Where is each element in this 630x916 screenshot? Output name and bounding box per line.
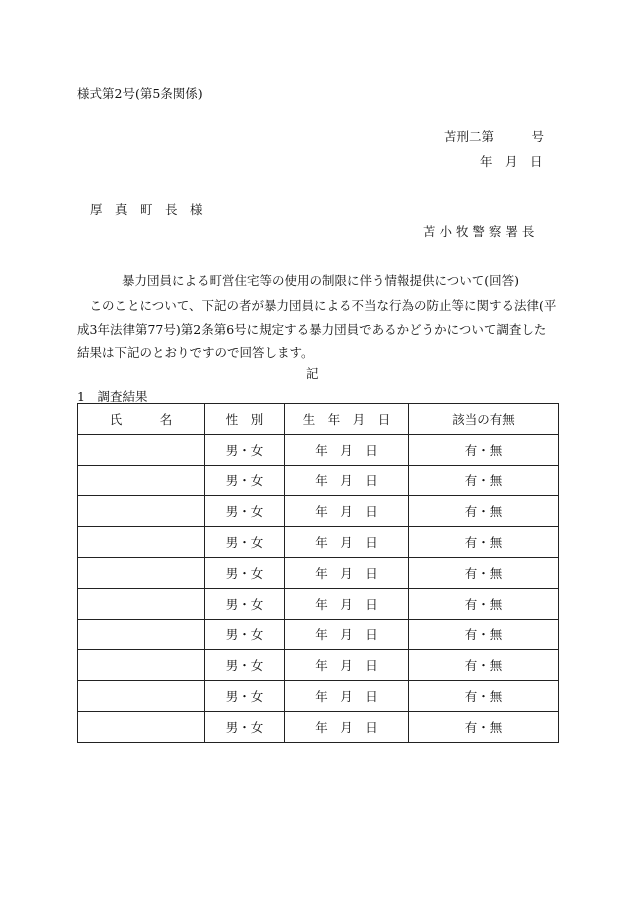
status-cell: 有・無 <box>409 711 559 742</box>
sex-cell: 男・女 <box>205 588 285 619</box>
document-date: 年 月 日 <box>480 154 543 169</box>
status-cell: 有・無 <box>409 681 559 712</box>
birthdate-cell: 年 月 日 <box>285 434 409 465</box>
birthdate-cell: 年 月 日 <box>285 496 409 527</box>
name-cell <box>78 619 205 650</box>
sex-cell: 男・女 <box>205 465 285 496</box>
document-number: 苫刑二第 号 <box>444 129 545 144</box>
form-number: 様式第2号(第5条関係) <box>77 86 203 101</box>
name-cell <box>78 681 205 712</box>
status-cell: 有・無 <box>409 557 559 588</box>
table-row <box>78 588 559 619</box>
birthdate-cell: 年 月 日 <box>285 557 409 588</box>
birthdate-cell: 年 月 日 <box>285 588 409 619</box>
birthdate-cell: 年 月 日 <box>285 465 409 496</box>
name-cell <box>78 496 205 527</box>
birthdate-cell: 年 月 日 <box>285 681 409 712</box>
name-cell <box>78 588 205 619</box>
table-row <box>78 711 559 742</box>
body-text-content: このことについて、下記の者が暴力団員による不当な行為の防止等に関する法律(平成3年法律第77号)第2条第6号に規定する暴力団員であるかどうかについて調査した結果は下記のとおりですので回答します。 <box>77 298 557 360</box>
status-cell: 有・無 <box>409 588 559 619</box>
sex-cell: 男・女 <box>205 496 285 527</box>
birthdate-cell: 年 月 日 <box>285 711 409 742</box>
table-row <box>78 557 559 588</box>
addressee: 厚 真 町 長 様 <box>90 202 203 217</box>
table-row <box>78 681 559 712</box>
name-cell <box>78 557 205 588</box>
sex-cell: 男・女 <box>205 557 285 588</box>
ki-heading: 記 <box>306 366 319 381</box>
section-heading: 1 調査結果 <box>77 389 148 404</box>
header-birthdate: 生 年 月 日 <box>285 404 409 435</box>
result-table <box>77 403 559 743</box>
name-cell <box>78 711 205 742</box>
table-row <box>78 465 559 496</box>
status-cell: 有・無 <box>409 619 559 650</box>
name-cell <box>78 527 205 558</box>
header-name: 氏 名 <box>78 404 205 435</box>
birthdate-cell: 年 月 日 <box>285 619 409 650</box>
birthdate-cell: 年 月 日 <box>285 650 409 681</box>
table-row <box>78 527 559 558</box>
sex-cell: 男・女 <box>205 527 285 558</box>
table-header-row <box>78 404 559 435</box>
name-cell <box>78 650 205 681</box>
sex-cell: 男・女 <box>205 650 285 681</box>
table-row <box>78 496 559 527</box>
header-sex: 性 別 <box>205 404 285 435</box>
name-cell <box>78 434 205 465</box>
table-row <box>78 434 559 465</box>
sex-cell: 男・女 <box>205 434 285 465</box>
document-title: 暴力団員による町営住宅等の使用の制限に伴う情報提供について(回答) <box>122 273 520 288</box>
name-cell <box>78 465 205 496</box>
status-cell: 有・無 <box>409 434 559 465</box>
header-status: 該当の有無 <box>409 404 559 435</box>
birthdate-cell: 年 月 日 <box>285 527 409 558</box>
sender: 苫 小 牧 警 察 署 長 <box>423 224 535 239</box>
status-cell: 有・無 <box>409 650 559 681</box>
status-cell: 有・無 <box>409 527 559 558</box>
body-text <box>77 294 557 365</box>
status-cell: 有・無 <box>409 496 559 527</box>
table-row <box>78 619 559 650</box>
table-row <box>78 650 559 681</box>
sex-cell: 男・女 <box>205 619 285 650</box>
status-cell: 有・無 <box>409 465 559 496</box>
sex-cell: 男・女 <box>205 681 285 712</box>
sex-cell: 男・女 <box>205 711 285 742</box>
